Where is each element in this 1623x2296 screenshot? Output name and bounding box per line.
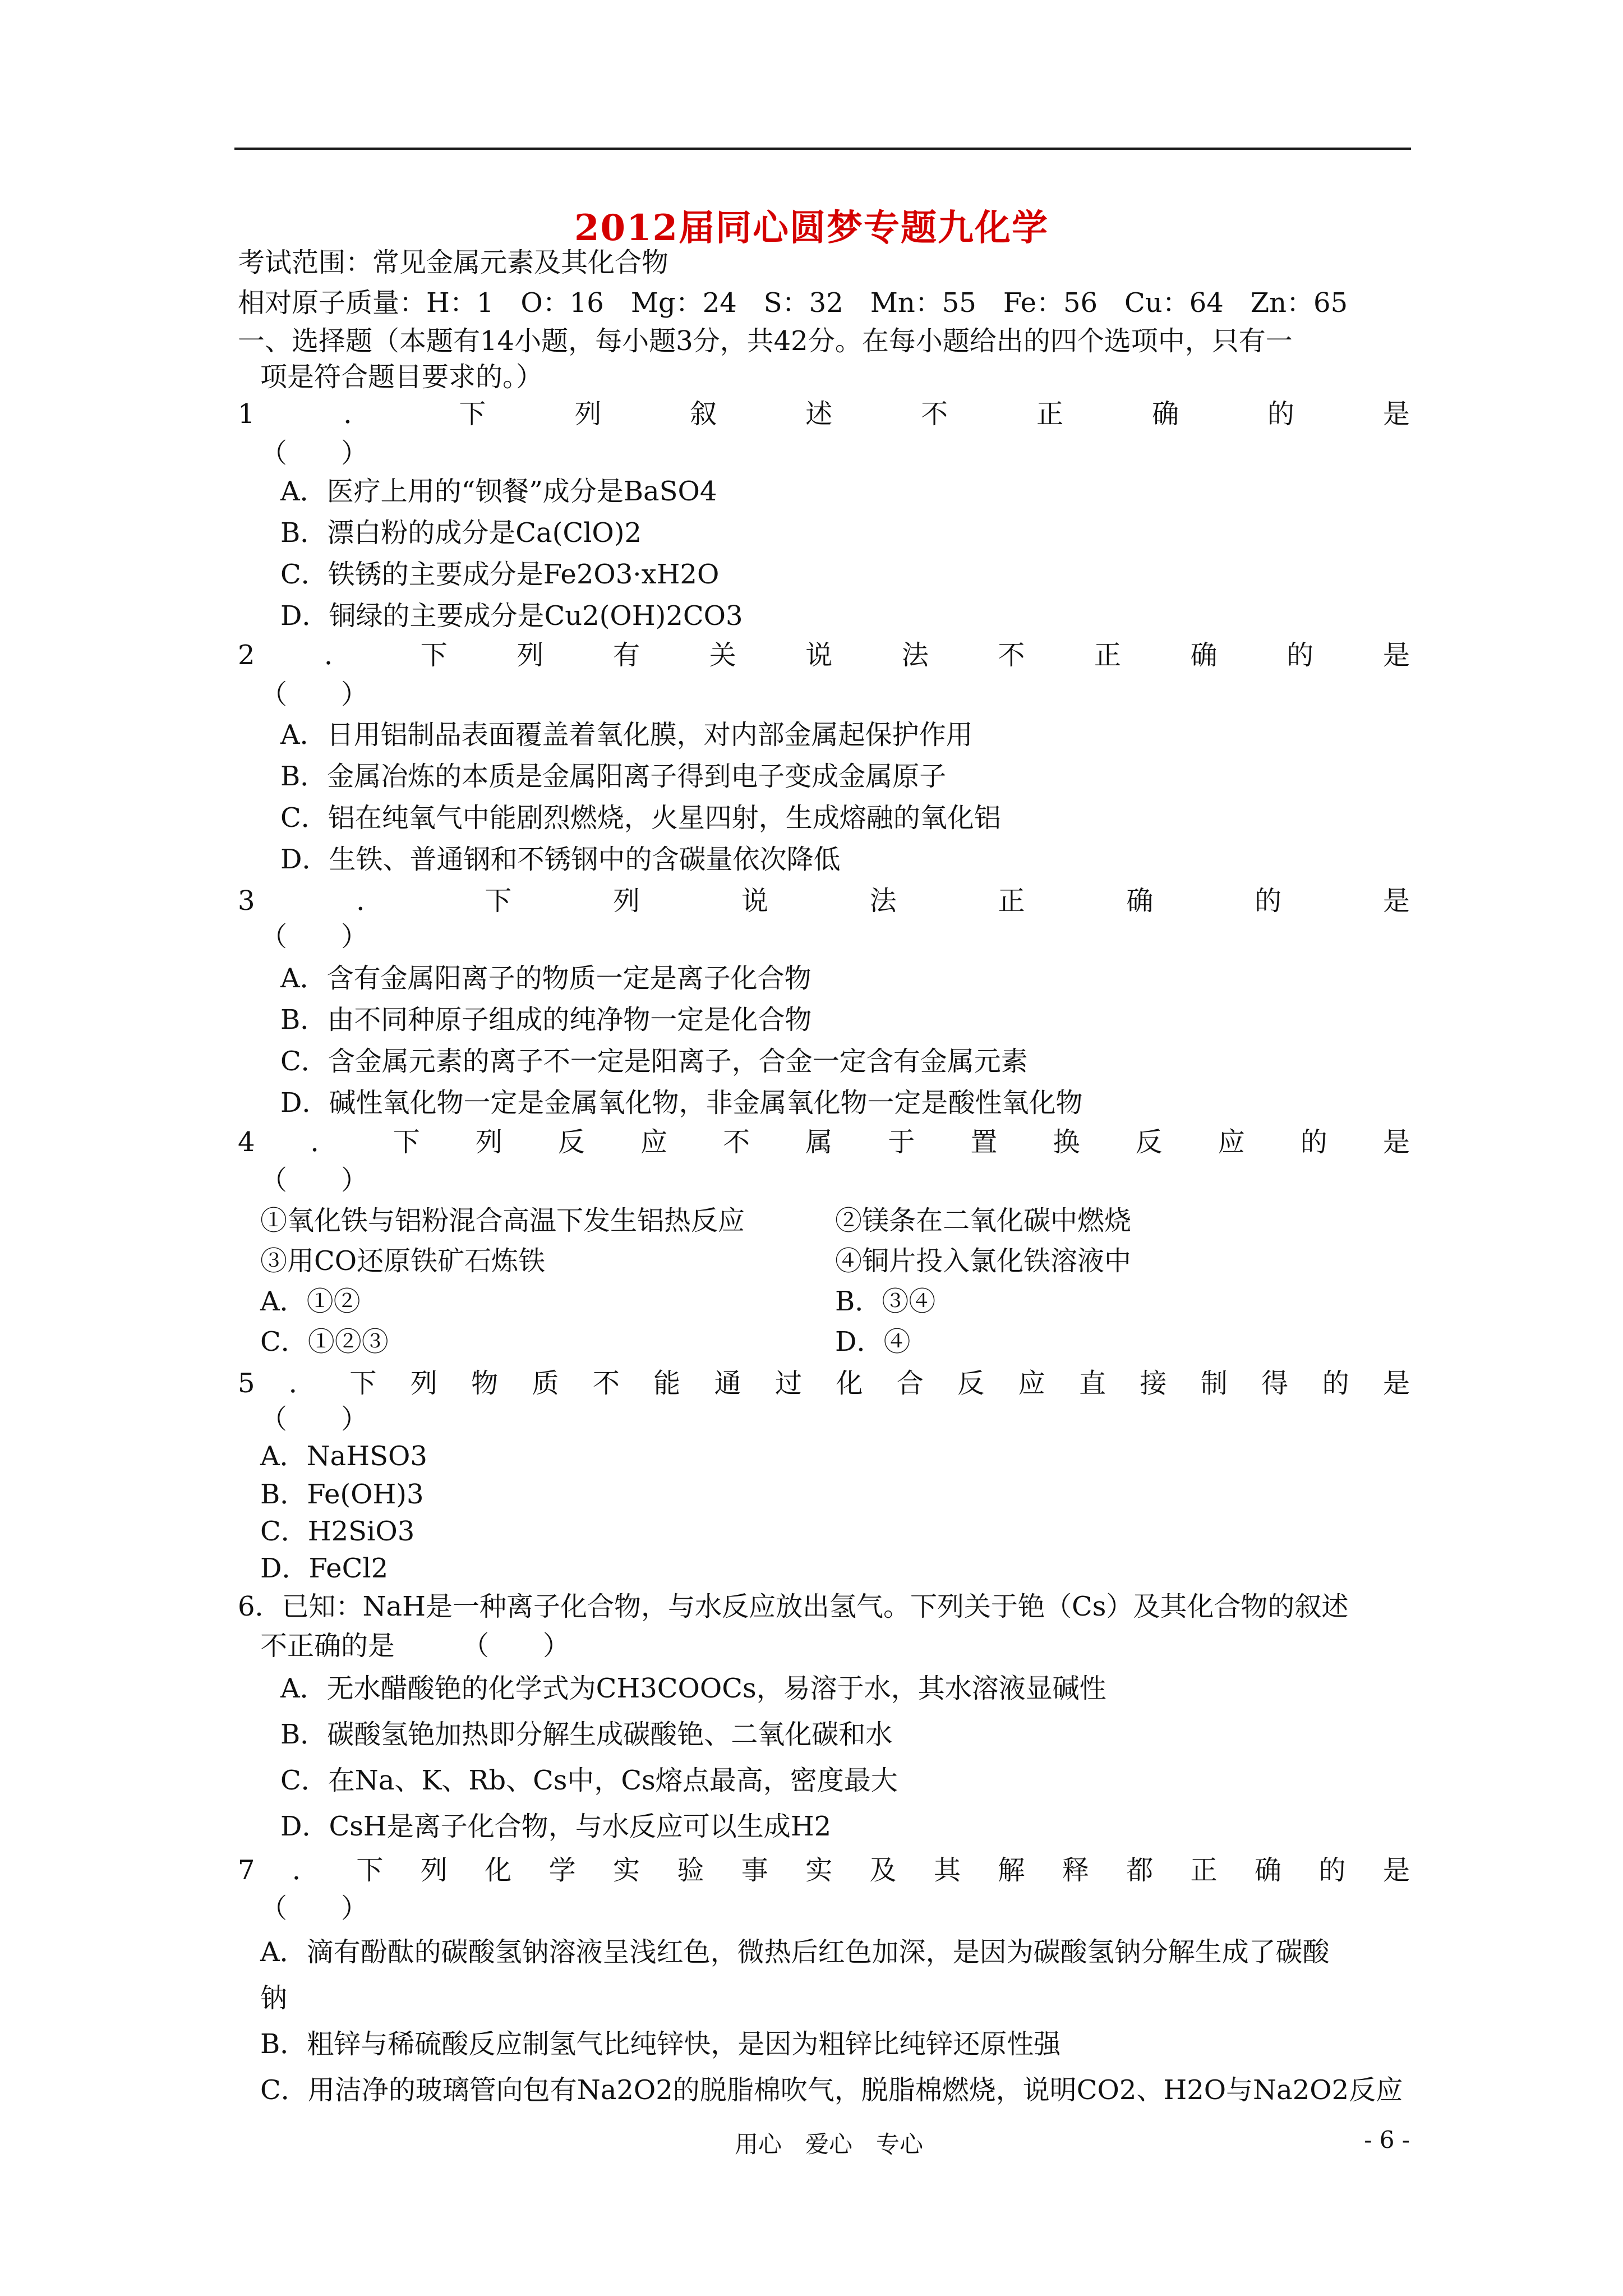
q1-option-d: D．铜绿的主要成分是Cu2(OH)2CO3 (280, 600, 743, 632)
footer-motto: 用心 爱心 专心 (735, 2131, 924, 2158)
q7-option-b: B．粗锌与稀硫酸反应制氢气比纯锌快，是因为粗锌比纯锌还原性强 (260, 2028, 1061, 2060)
q6-option-c: C．在Na、K、Rb、Cs中，Cs熔点最高，密度最大 (280, 1765, 898, 1796)
q4-answer-paren: （ ） (260, 1165, 368, 1196)
q5-option-b: B．Fe(OH)3 (260, 1479, 424, 1510)
q7-option-a-cont: 钠 (260, 1982, 288, 2014)
q4-item-1: ①氧化铁与铝粉混合高温下发生铝热反应 (260, 1205, 745, 1236)
q6-option-a: A．无水醋酸铯的化学式为CH3COOCs，易溶于水，其水溶液显碱性 (280, 1673, 1106, 1704)
q4-option-a: A．①② (260, 1286, 361, 1317)
q4-option-b: B．③④ (835, 1286, 936, 1317)
q5-option-c: C．H2SiO3 (260, 1516, 415, 1547)
q3-option-b: B．由不同种原子组成的纯净物一定是化合物 (280, 1004, 812, 1036)
q3-option-d: D．碱性氧化物一定是金属氧化物，非金属氧化物一定是酸性氧化物 (280, 1087, 1083, 1119)
q4-stem: 4 ． 下 列 反 应 不 属 于 置 换 反 应 的 是 (238, 1126, 1410, 1158)
q7-option-c: C．用洁净的玻璃管向包有Na2O2的脱脂棉吹气，脱脂棉燃烧，说明CO2、H2O与Na2O2反应 (260, 2074, 1403, 2106)
q4-items-row2 (260, 1244, 1410, 1278)
q3-answer-paren: （ ） (260, 921, 368, 953)
q1-option-b: B．漂白粉的成分是Ca(ClO)2 (280, 517, 642, 549)
q3-stem: 3 ． 下 列 说 法 正 确 的 是 (238, 885, 1410, 917)
q7-answer-paren: （ ） (260, 1893, 368, 1924)
q4-option-d: D．④ (835, 1326, 911, 1358)
q2-option-b: B．金属冶炼的本质是金属阳离子得到电子变成金属原子 (280, 761, 947, 792)
q1-stem: 1 ． 下 列 叙 述 不 正 确 的 是 (238, 398, 1410, 430)
q1-option-a: A．医疗上用的“钡餐”成分是BaSO4 (280, 476, 717, 507)
section-heading: 一、选择题（本题有14小题，每小题3分，共42分。在每小题给出的四个选项中，只有一 (238, 325, 1293, 357)
q4-item-3: ③用CO还原铁矿石炼铁 (260, 1245, 546, 1277)
q2-option-d: D．生铁、普通钢和不锈钢中的含碳量依次降低 (280, 844, 841, 875)
q4-options-row2 (260, 1325, 1410, 1359)
q6-option-d: D．CsH是离子化合物，与水反应可以生成H2 (280, 1811, 832, 1842)
q3-option-a: A．含有金属阳离子的物质一定是离子化合物 (280, 963, 811, 994)
q4-items-row1 (260, 1204, 1410, 1237)
q2-stem: 2 ． 下 列 有 关 说 法 不 正 确 的 是 (238, 639, 1410, 671)
page-number: - 6 - (1364, 2126, 1410, 2154)
q5-option-a: A．NaHSO3 (260, 1441, 427, 1472)
q7-stem: 7 ． 下 列 化 学 实 验 事 实 及 其 解 释 都 正 确 的 是 (238, 1855, 1410, 1886)
q3-option-c: C．含金属元素的离子不一定是阳离子，合金一定含有金属元素 (280, 1046, 1028, 1077)
q6-stem: 6．已知：NaH是一种离子化合物，与水反应放出氢气。下列关于铯（Cs）及其化合物的叙述 (238, 1591, 1349, 1622)
q1-option-c: C．铁锈的主要成分是Fe2O3·xH2O (280, 559, 720, 590)
page-title: 2012届同心圆梦专题九化学 (574, 207, 1049, 249)
atomic-masses: 相对原子质量：H：1 O：16 Mg：24 S：32 Mn：55 Fe：56 Cu：64 Zn：65 (238, 287, 1348, 319)
q2-option-a: A．日用铝制品表面覆盖着氧化膜，对内部金属起保护作用 (280, 719, 973, 751)
q1-answer-paren: （ ） (260, 438, 368, 469)
section-heading-cont: 项是符合题目要求的。） (260, 361, 543, 393)
q5-stem: 5 ． 下 列 物 质 不 能 通 过 化 合 反 应 直 接 制 得 的 是 (238, 1368, 1410, 1399)
q4-options-row1 (260, 1285, 1410, 1318)
q4-item-4: ④铜片投入氯化铁溶液中 (835, 1245, 1132, 1277)
q4-option-c: C．①②③ (260, 1326, 389, 1358)
q2-answer-paren: （ ） (260, 679, 368, 710)
q6-stem-cont: 不正确的是 （ ） (260, 1630, 570, 1662)
header-rule (234, 148, 1411, 150)
q7-option-a: A．滴有酚酞的碳酸氢钠溶液呈浅红色，微热后红色加深，是因为碳酸氢钠分解生成了碳酸 (260, 1936, 1330, 1968)
q2-option-c: C．铝在纯氧气中能剧烈燃烧，火星四射，生成熔融的氧化铝 (280, 802, 1001, 834)
q4-item-2: ②镁条在二氧化碳中燃烧 (835, 1205, 1132, 1236)
q6-option-b: B．碳酸氢铯加热即分解生成碳酸铯、二氧化碳和水 (280, 1719, 893, 1750)
exam-scope: 考试范围：常见金属元素及其化合物 (238, 247, 669, 278)
q5-answer-paren: （ ） (260, 1404, 368, 1435)
q5-option-d: D．FeCl2 (260, 1553, 389, 1584)
